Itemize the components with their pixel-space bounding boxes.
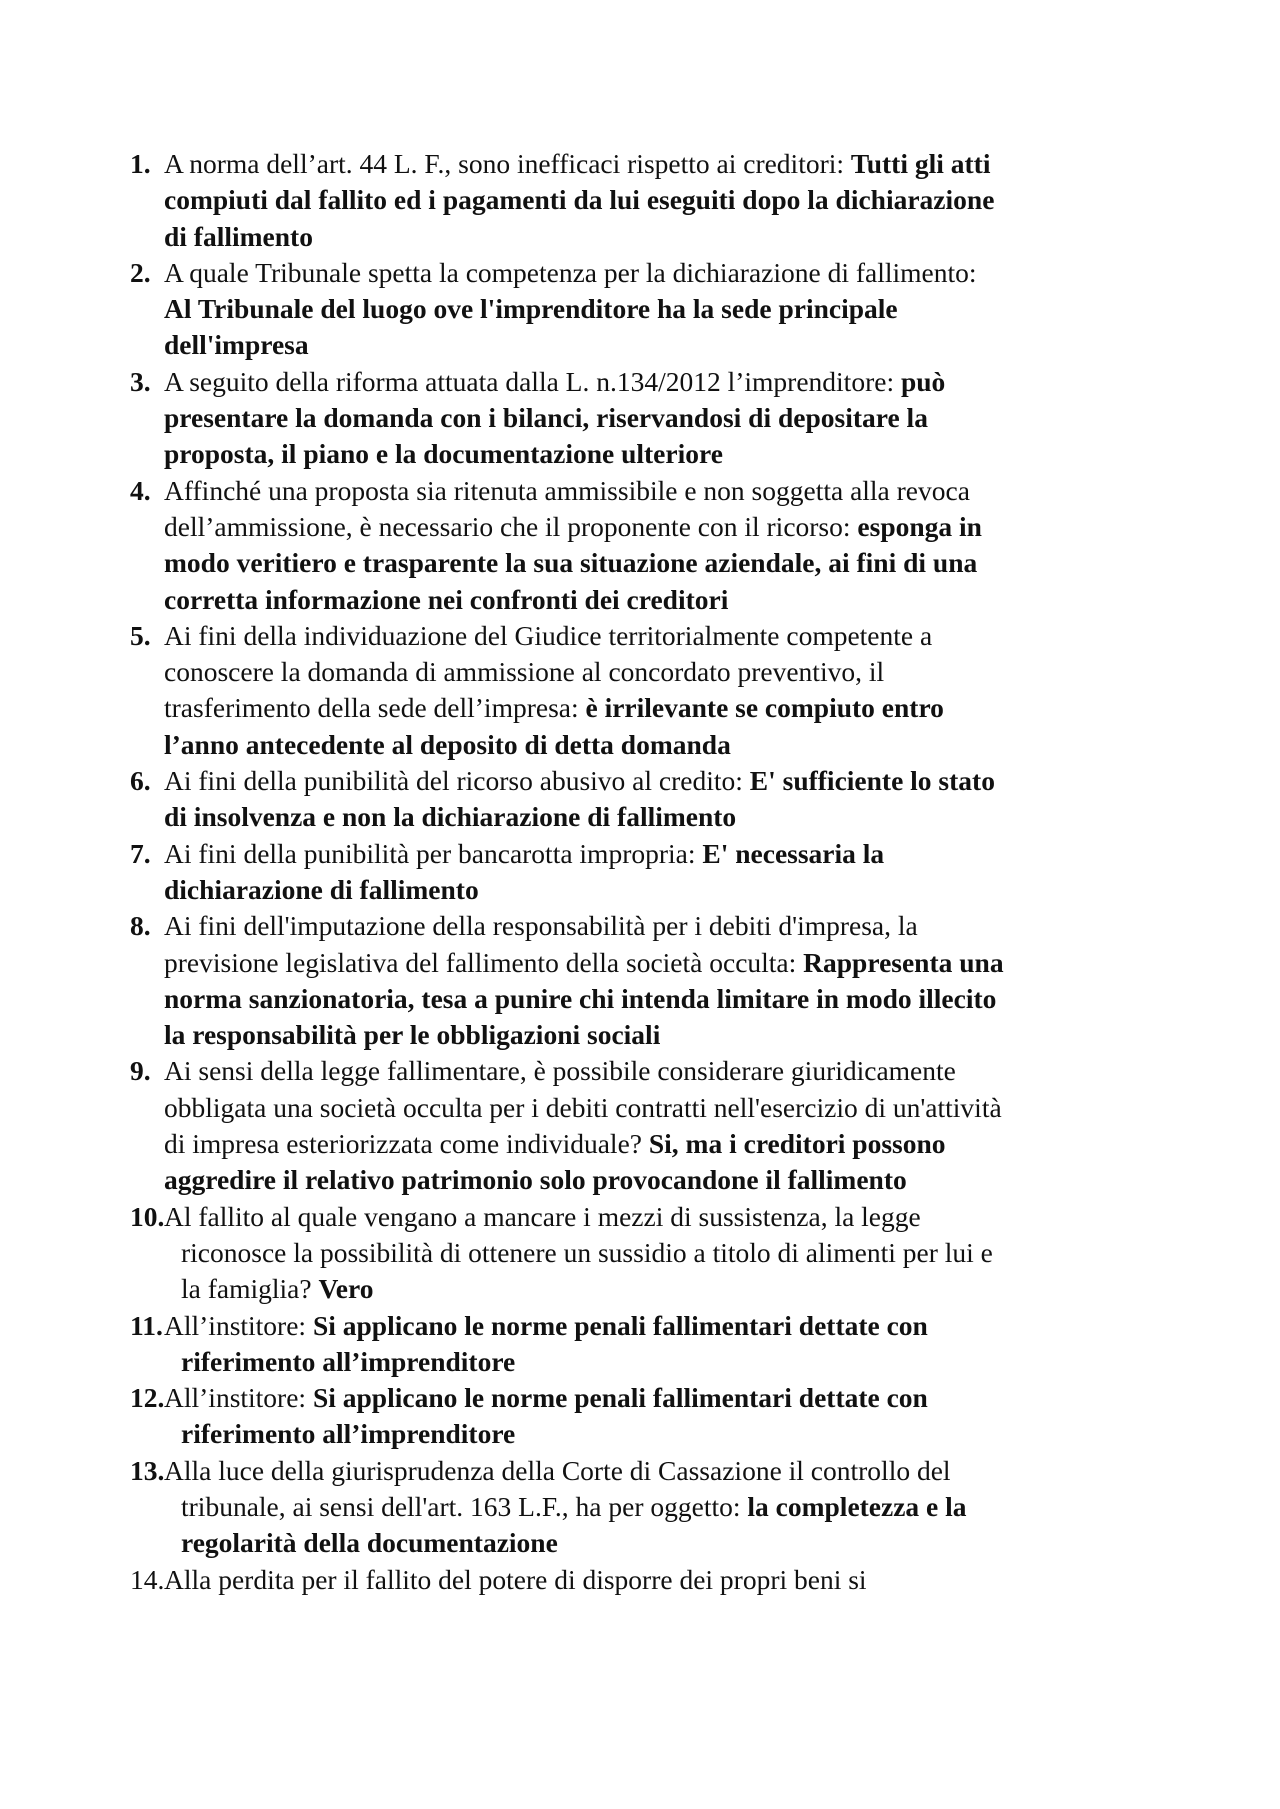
answer-text: Si applicano le norme penali fallimentari dettate con riferimento all’imprenditore [181,1382,928,1450]
item-number: 12. [130,1382,165,1414]
list-item [130,1453,1010,1562]
item-text [164,257,977,361]
question-text: Alla luce della giurisprudenza della Corte di Cassazione il controllo del tribunale, ai sensi dell'art. 163 L.F., ha per oggetto: [164,1454,951,1522]
answer-text: esponga in modo veritiero e trasparente la sua situazione aziendale, ai fini di una corretta informazione nei confronti dei creditori [164,510,982,615]
question-text: A quale Tribunale spetta la competenza per la dichiarazione di fallimento: [164,256,977,288]
answer-text: Si applicano le norme penali fallimentari dettate con riferimento all’imprenditore [181,1309,928,1377]
question-text: Alla perdita per il fallito del potere di disporre dei propri beni si [164,1563,867,1595]
list-item [130,1199,1010,1308]
question-text: Ai sensi della legge fallimentare, è possibile considerare giuridicamente obbligata una società occulta per i debiti contratti nell'esercizio di un'attività di impresa esteriorizzata come individuale? [164,1055,1002,1160]
item-number: 5. [130,619,151,651]
item-number: 13. [130,1454,165,1486]
item-text [164,1308,1010,1381]
item-number: 14. [130,1563,165,1595]
list-item [130,473,1010,618]
item-number: 9. [130,1055,151,1087]
item-text [164,1562,1010,1598]
item-text [164,1380,1010,1453]
question-text: Ai fini della punibilità del ricorso abusivo al credito: [164,765,750,797]
item-number: 10. [130,1200,165,1232]
answer-text: Al Tribunale del luogo ove l'imprenditore ha la sede principale dell'impresa [164,293,898,361]
question-text: All’institore: [164,1382,313,1414]
item-number: 11. [130,1309,163,1341]
item-text [164,620,944,760]
item-text [164,1199,1010,1308]
item-text [164,1055,1002,1195]
answer-text: Rappresenta una norma sanzionatoria, tesa a punire chi intenda limitare in modo illecito la responsabilità per le obbligazioni sociali [164,946,1004,1051]
list-item [130,364,1010,473]
list-item [130,618,1010,763]
answer-text: Vero [318,1273,374,1305]
item-number: 1. [130,148,151,179]
question-text: Ai fini dell'imputazione della responsabilità per i debiti d'impresa, la previsione legislativa del fallimento della società occulta: [164,910,918,978]
list-item [130,908,1010,1053]
item-number: 8. [130,910,151,942]
item-number: 2. [130,256,151,288]
list-item [130,1308,1010,1381]
list-item [130,1380,1010,1453]
question-text: A seguito della riforma attuata dalla L. n.134/2012 l’imprenditore: [164,365,901,397]
list-item [130,1053,1010,1198]
question-list [130,146,1010,1598]
list-item [130,763,1010,836]
item-number: 3. [130,365,151,397]
item-text [164,765,995,832]
question-text: Affinché una proposta sia ritenuta ammissibile e non soggetta alla revoca dell’ammissione, è necessario che il proponente con il ricorso: [164,474,970,542]
answer-text: la completezza e la regolarità della documentazione [181,1490,967,1559]
list-item [130,146,1010,255]
answer-text: Tutti gli atti compiuti dal fallito ed i pagamenti da lui eseguiti dopo la dichiarazione di fallimento [164,148,995,252]
item-text [164,838,884,905]
item-text [164,910,1004,1050]
question-text: A norma dell’art. 44 L. F., sono inefficaci rispetto ai creditori: [164,148,851,179]
item-text [164,366,945,470]
answer-text: E' necessaria la dichiarazione di fallimento [164,837,885,905]
answer-text: E' sufficiente lo stato di insolvenza e non la dichiarazione di fallimento [164,765,995,833]
answer-text: Si, ma i creditori possono aggredire il relativo patrimonio solo provocandone il fallimento [164,1128,946,1196]
question-text: Al fallito al quale vengano a mancare i mezzi di sussistenza, la legge riconosce la possibilità di ottenere un sussidio a titolo di alimenti per lui e la famiglia? [164,1200,993,1305]
item-text [164,475,982,615]
item-number: 4. [130,474,151,506]
item-number: 6. [130,765,151,797]
item-text [164,1453,1010,1562]
list-item [130,255,1010,364]
answer-text: può presentare la domanda con i bilanci, riservandosi di depositare la proposta, il piano e la documentazione ulteriore [164,365,946,470]
item-text [164,148,994,252]
question-text: All’institore: [164,1309,313,1341]
list-item [130,1562,1010,1598]
question-text: Ai fini della punibilità per bancarotta impropria: [164,837,703,869]
question-text: Ai fini della individuazione del Giudice territorialmente competente a conoscere la domanda di ammissione al concordato preventivo, il trasferimento della sede dell’impresa: [164,619,933,724]
item-number: 7. [130,837,151,869]
answer-text: è irrilevante se compiuto entro l’anno antecedente al deposito di detta domanda [164,692,944,760]
list-item [130,836,1010,909]
